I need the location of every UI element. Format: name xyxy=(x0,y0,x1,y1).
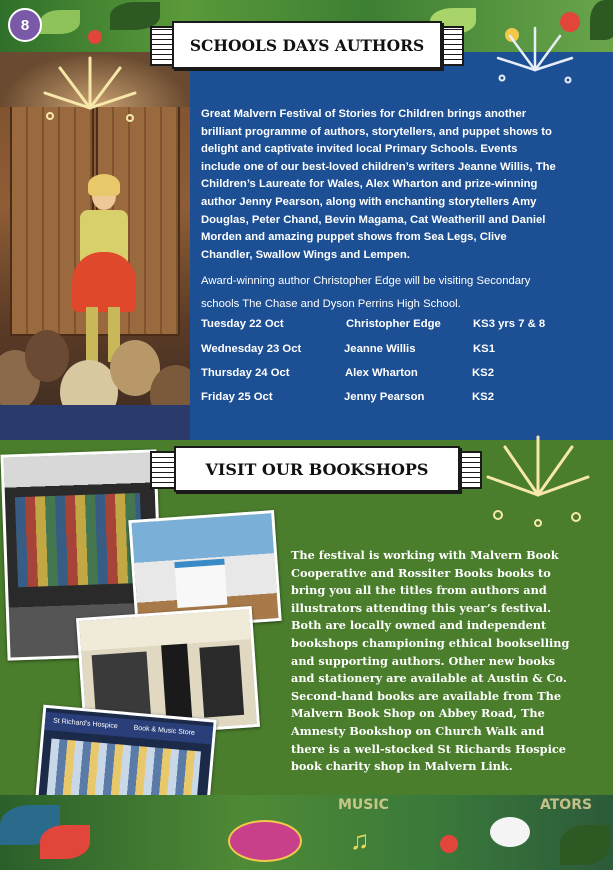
leaf-icon xyxy=(40,825,90,859)
audience xyxy=(0,320,190,440)
carnival-mask-icon xyxy=(228,820,302,862)
shop-sign-text: Book & Music Store xyxy=(133,724,196,737)
schedule-stage: KS3 yrs 7 & 8 xyxy=(473,318,546,330)
shop-window xyxy=(199,645,244,718)
schedule-author: Alex Wharton xyxy=(345,367,418,379)
schedule-day: Wednesday 23 Oct xyxy=(201,343,302,355)
decor-word-music: MUSIC xyxy=(338,797,389,813)
bookshops-section-title: VISIT OUR BOOKSHOPS xyxy=(174,446,460,492)
storyteller-dress xyxy=(72,252,136,312)
shop-door xyxy=(161,644,192,721)
page-number-badge: 8 xyxy=(8,8,42,42)
storyteller-hair xyxy=(88,174,120,196)
schedule-day: Friday 25 Oct xyxy=(201,391,273,403)
music-note-icon: ♫ xyxy=(350,825,370,855)
firework-icon xyxy=(30,48,150,128)
schedule-stage: KS2 xyxy=(472,391,494,403)
schedule-row xyxy=(201,343,581,363)
secondary-schools-text: Award-winning author Christopher Edge will be visiting Secondary schools The Chase and Dyson Perrins High School. xyxy=(201,275,531,310)
leaf-icon xyxy=(590,0,613,40)
school-uniforms xyxy=(0,405,190,440)
schedule-stage: KS1 xyxy=(473,343,495,355)
schedule-stage: KS2 xyxy=(472,367,494,379)
schools-section-title: SCHOOLS DAYS AUTHORS xyxy=(172,21,442,69)
sheep-icon xyxy=(490,817,530,847)
flower-icon xyxy=(440,835,458,853)
bottom-decorative-band xyxy=(0,795,613,870)
flower-icon xyxy=(88,30,102,44)
schedule-row xyxy=(201,391,581,411)
book-display xyxy=(15,493,143,587)
schedule-day: Tuesday 22 Oct xyxy=(201,318,284,330)
child-head xyxy=(25,330,69,382)
shop-counter xyxy=(174,559,227,608)
firework-icon xyxy=(480,425,595,535)
schools-intro-text: Great Malvern Festival of Stories for Children brings another brilliant programme of authors, storytellers, and puppet shows to delight and captivate invited local Primary Schools. Events include one of our best-loved children’s writers Jeanne Willis, The Children’s Laureate for Wales, Alex Wharton and prize-winning author Jenny Pearson, along with enchanting storytellers Amy Douglas, Peter Chand, Bevin Magama, Cat Weatherill and Daniel Morden and amazing puppet shows from Sea Legs, Clive Chandler, Swallow Wings and Lempen. xyxy=(201,108,556,261)
schedule-author: Jeanne Willis xyxy=(344,343,416,355)
leaf-icon xyxy=(40,10,80,34)
schedule-author: Christopher Edge xyxy=(346,318,441,330)
bookshops-text: The festival is working with Malvern Book Cooperative and Rossiter Books books to bring you all the titles from authors and illustrators attending this year’s festival. Both are locally owned and independent bookshops championing ethical bookselling and supporting authors. Other new books and stationery are available at Austin & Co. Second-hand books are available from The Malvern Book Shop on Abbey Road, The Amnesty Bookshop on Church Walk and there is a well-stocked St Richards Hospice book charity shop in Malvern Link. xyxy=(291,548,570,774)
schedule-author: Jenny Pearson xyxy=(344,391,425,403)
schedule-row xyxy=(201,367,581,387)
shop-sign-text: St Richard’s Hospice xyxy=(52,717,118,731)
firework-icon xyxy=(490,20,580,90)
decor-word-ators: ATORS xyxy=(540,797,593,813)
leaf-icon xyxy=(560,825,610,865)
schedule-day: Thursday 24 Oct xyxy=(201,367,290,379)
schedule-row xyxy=(201,318,581,338)
